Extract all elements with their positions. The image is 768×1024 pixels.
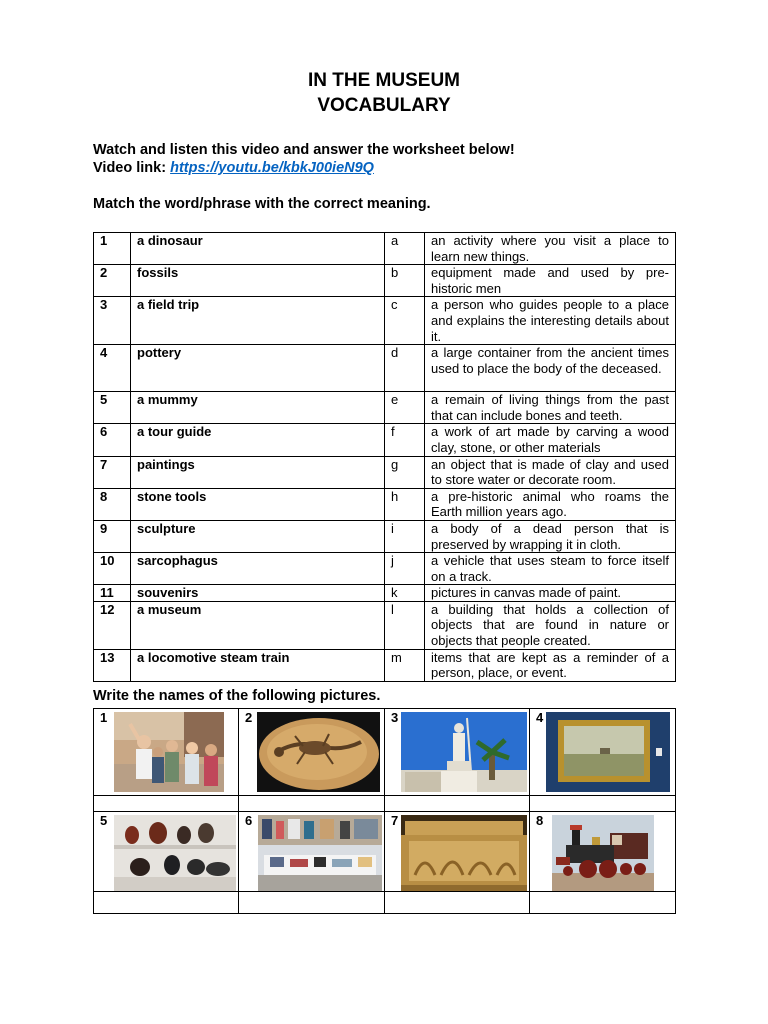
meaning-letter: h xyxy=(385,488,425,520)
watch-instruction: Watch and listen this video and answer the worksheet below! xyxy=(93,142,515,158)
row-number: 5 xyxy=(94,392,131,424)
pictures-table xyxy=(93,708,676,914)
match-row xyxy=(94,265,676,297)
match-row xyxy=(94,601,676,649)
picture-cell xyxy=(239,812,385,892)
match-instruction: Match the word/phrase with the correct meaning. xyxy=(93,196,431,212)
term: a mummy xyxy=(131,392,385,424)
meaning-definition: items that are kept as a reminder of a person, place, or event. xyxy=(425,649,676,681)
answer-cell[interactable] xyxy=(94,892,239,914)
match-row xyxy=(94,585,676,602)
picture-cell xyxy=(94,812,239,892)
meaning-definition: a work of art made by carving a wood clay, stone, or other materials xyxy=(425,424,676,456)
picture-cell xyxy=(530,709,676,796)
row-number: 2 xyxy=(94,265,131,297)
row-number: 7 xyxy=(94,456,131,488)
meaning-letter: k xyxy=(385,585,425,602)
row-number: 13 xyxy=(94,649,131,681)
term: sculpture xyxy=(131,520,385,552)
answer-cell[interactable] xyxy=(530,892,676,914)
answer-cell[interactable] xyxy=(239,892,385,914)
match-row xyxy=(94,649,676,681)
picture-number: 3 xyxy=(391,710,399,725)
picture-cell xyxy=(94,709,239,796)
answer-cell[interactable] xyxy=(239,796,385,812)
meaning-definition: a vehicle that uses steam to force itself on a track. xyxy=(425,553,676,585)
souvenir-shop-photo xyxy=(258,815,382,891)
meaning-letter: i xyxy=(385,520,425,552)
row-number: 1 xyxy=(94,233,131,265)
picture-number: 2 xyxy=(245,710,253,725)
term: fossils xyxy=(131,265,385,297)
video-link-line xyxy=(93,160,374,176)
meaning-letter: b xyxy=(385,265,425,297)
meaning-letter: e xyxy=(385,392,425,424)
statue-photo xyxy=(401,712,527,792)
meaning-definition: an activity where you visit a place to learn new things. xyxy=(425,233,676,265)
picture-number: 8 xyxy=(536,813,544,828)
match-row xyxy=(94,233,676,265)
row-number: 8 xyxy=(94,488,131,520)
term: a field trip xyxy=(131,297,385,345)
row-number: 6 xyxy=(94,424,131,456)
row-number: 3 xyxy=(94,297,131,345)
term: pottery xyxy=(131,345,385,392)
answer-cell[interactable] xyxy=(94,796,239,812)
meaning-letter: d xyxy=(385,345,425,392)
meaning-letter: j xyxy=(385,553,425,585)
term: souvenirs xyxy=(131,585,385,602)
answer-cell[interactable] xyxy=(385,796,530,812)
picture-cell xyxy=(239,709,385,796)
meaning-definition: a body of a dead person that is preserved by wrapping it in cloth. xyxy=(425,520,676,552)
meaning-definition: pictures in canvas made of paint. xyxy=(425,585,676,602)
tour-group-photo xyxy=(114,712,224,792)
row-number: 10 xyxy=(94,553,131,585)
picture-cell xyxy=(530,812,676,892)
answer-cell[interactable] xyxy=(530,796,676,812)
meaning-definition: a person who guides people to a place and explains the interesting details about it. xyxy=(425,297,676,345)
match-row xyxy=(94,488,676,520)
sarcophagus-photo xyxy=(401,815,527,891)
meaning-letter: m xyxy=(385,649,425,681)
term: a museum xyxy=(131,601,385,649)
painting-photo xyxy=(546,712,670,792)
term: sarcophagus xyxy=(131,553,385,585)
term: a tour guide xyxy=(131,424,385,456)
term: a dinosaur xyxy=(131,233,385,265)
picture-number: 1 xyxy=(100,710,108,725)
match-row xyxy=(94,520,676,552)
meaning-letter: f xyxy=(385,424,425,456)
picture-number: 5 xyxy=(100,813,108,828)
meaning-definition: a remain of living things from the past that can include bones and teeth. xyxy=(425,392,676,424)
meaning-definition: equipment made and used by pre-historic men xyxy=(425,265,676,297)
matching-table xyxy=(93,232,676,682)
meaning-definition: a pre-historic animal who roams the Earth million years ago. xyxy=(425,488,676,520)
steam-train-photo xyxy=(552,815,654,891)
term: paintings xyxy=(131,456,385,488)
meaning-letter: l xyxy=(385,601,425,649)
picture-cell xyxy=(385,812,530,892)
row-number: 4 xyxy=(94,345,131,392)
picture-cell xyxy=(385,709,530,796)
term: a locomotive steam train xyxy=(131,649,385,681)
match-row xyxy=(94,297,676,345)
match-row xyxy=(94,345,676,392)
answer-cell[interactable] xyxy=(385,892,530,914)
meaning-definition: an object that is made of clay and used to store water or decorate room. xyxy=(425,456,676,488)
row-number: 12 xyxy=(94,601,131,649)
term: stone tools xyxy=(131,488,385,520)
fossil-photo xyxy=(257,712,380,792)
video-link-label: Video link: xyxy=(93,160,167,176)
meaning-definition: a building that holds a collection of objects that are found in nature or objects that people created. xyxy=(425,601,676,649)
pottery-photo xyxy=(114,815,236,891)
meaning-definition: a large container from the ancient times used to place the body of the deceased. xyxy=(425,345,676,392)
match-row xyxy=(94,392,676,424)
match-row xyxy=(94,456,676,488)
match-row xyxy=(94,553,676,585)
match-row xyxy=(94,424,676,456)
video-link[interactable]: https://youtu.be/kbkJ00ieN9Q xyxy=(170,160,374,176)
picture-number: 7 xyxy=(391,813,399,828)
title-line-1: IN THE MUSEUM xyxy=(308,70,460,91)
meaning-letter: g xyxy=(385,456,425,488)
title-line-2: VOCABULARY xyxy=(317,95,451,116)
meaning-letter: c xyxy=(385,297,425,345)
row-number: 9 xyxy=(94,520,131,552)
picture-number: 6 xyxy=(245,813,253,828)
meaning-letter: a xyxy=(385,233,425,265)
row-number: 11 xyxy=(94,585,131,602)
picture-number: 4 xyxy=(536,710,544,725)
write-instruction: Write the names of the following pictures. xyxy=(93,688,381,704)
